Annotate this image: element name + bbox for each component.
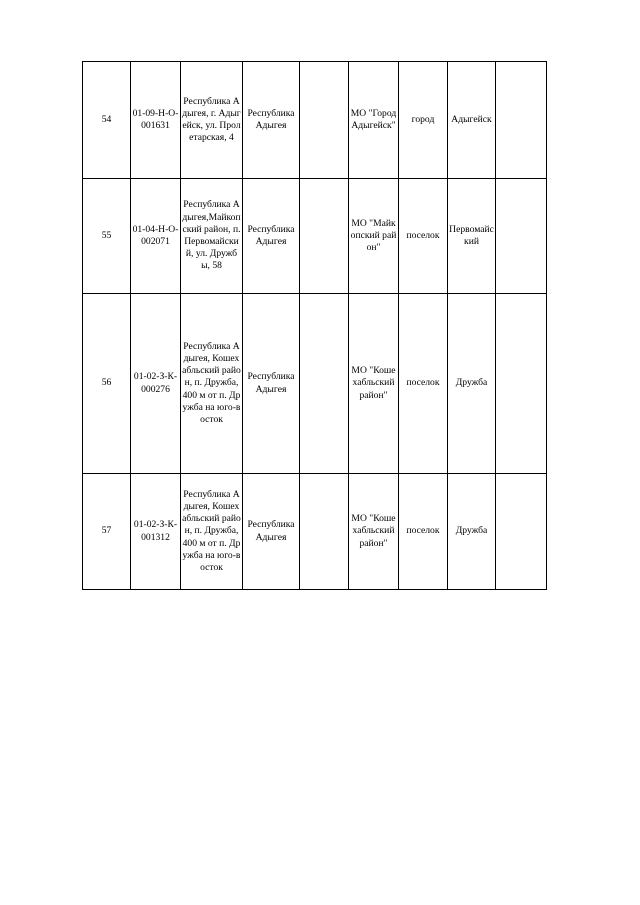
empty-cell	[300, 62, 349, 179]
settlement-type-cell: поселок	[399, 179, 448, 294]
registry-table	[82, 61, 547, 590]
code-cell: 01-09-Н-О-001631	[131, 62, 181, 179]
settlement-name-cell: Адыгейск	[448, 62, 496, 179]
region-cell: Республика Адыгея	[243, 62, 300, 179]
row-number-cell: 57	[83, 474, 131, 590]
municipality-cell: МО "Город Адыгейск"	[349, 62, 399, 179]
table-row	[83, 294, 547, 474]
empty-cell	[300, 179, 349, 294]
municipality-cell: МО "Кошехабльский район"	[349, 474, 399, 590]
settlement-name-cell: Дружба	[448, 294, 496, 474]
table-row	[83, 474, 547, 590]
empty-cell	[496, 294, 547, 474]
table-row	[83, 62, 547, 179]
empty-cell	[300, 294, 349, 474]
municipality-cell: МО "Кошехабльский район"	[349, 294, 399, 474]
code-cell: 01-04-Н-О-002071	[131, 179, 181, 294]
settlement-type-cell: город	[399, 62, 448, 179]
empty-cell	[300, 474, 349, 590]
address-cell: Республика Адыгея,Майкопский район, п. Первомайский, ул. Дружбы, 58	[181, 179, 243, 294]
empty-cell	[496, 179, 547, 294]
settlement-name-cell: Первомайский	[448, 179, 496, 294]
table-row	[83, 179, 547, 294]
region-cell: Республика Адыгея	[243, 179, 300, 294]
row-number-cell: 54	[83, 62, 131, 179]
row-number-cell: 56	[83, 294, 131, 474]
address-cell: Республика Адыгея, Кошехабльский район, п. Дружба, 400 м от п. Дружба на юго-восток	[181, 294, 243, 474]
empty-cell	[496, 474, 547, 590]
empty-cell	[496, 62, 547, 179]
address-cell: Республика Адыгея, Кошехабльский район, п. Дружба, 400 м от п. Дружба на юго-восток	[181, 474, 243, 590]
address-cell: Республика Адыгея, г. Адыгейск, ул. Пролетарская, 4	[181, 62, 243, 179]
region-cell: Республика Адыгея	[243, 294, 300, 474]
settlement-type-cell: поселок	[399, 294, 448, 474]
settlement-type-cell: поселок	[399, 474, 448, 590]
region-cell: Республика Адыгея	[243, 474, 300, 590]
municipality-cell: МО "Майкопский район"	[349, 179, 399, 294]
settlement-name-cell: Дружба	[448, 474, 496, 590]
code-cell: 01-02-З-К-001312	[131, 474, 181, 590]
row-number-cell: 55	[83, 179, 131, 294]
code-cell: 01-02-З-К-000276	[131, 294, 181, 474]
